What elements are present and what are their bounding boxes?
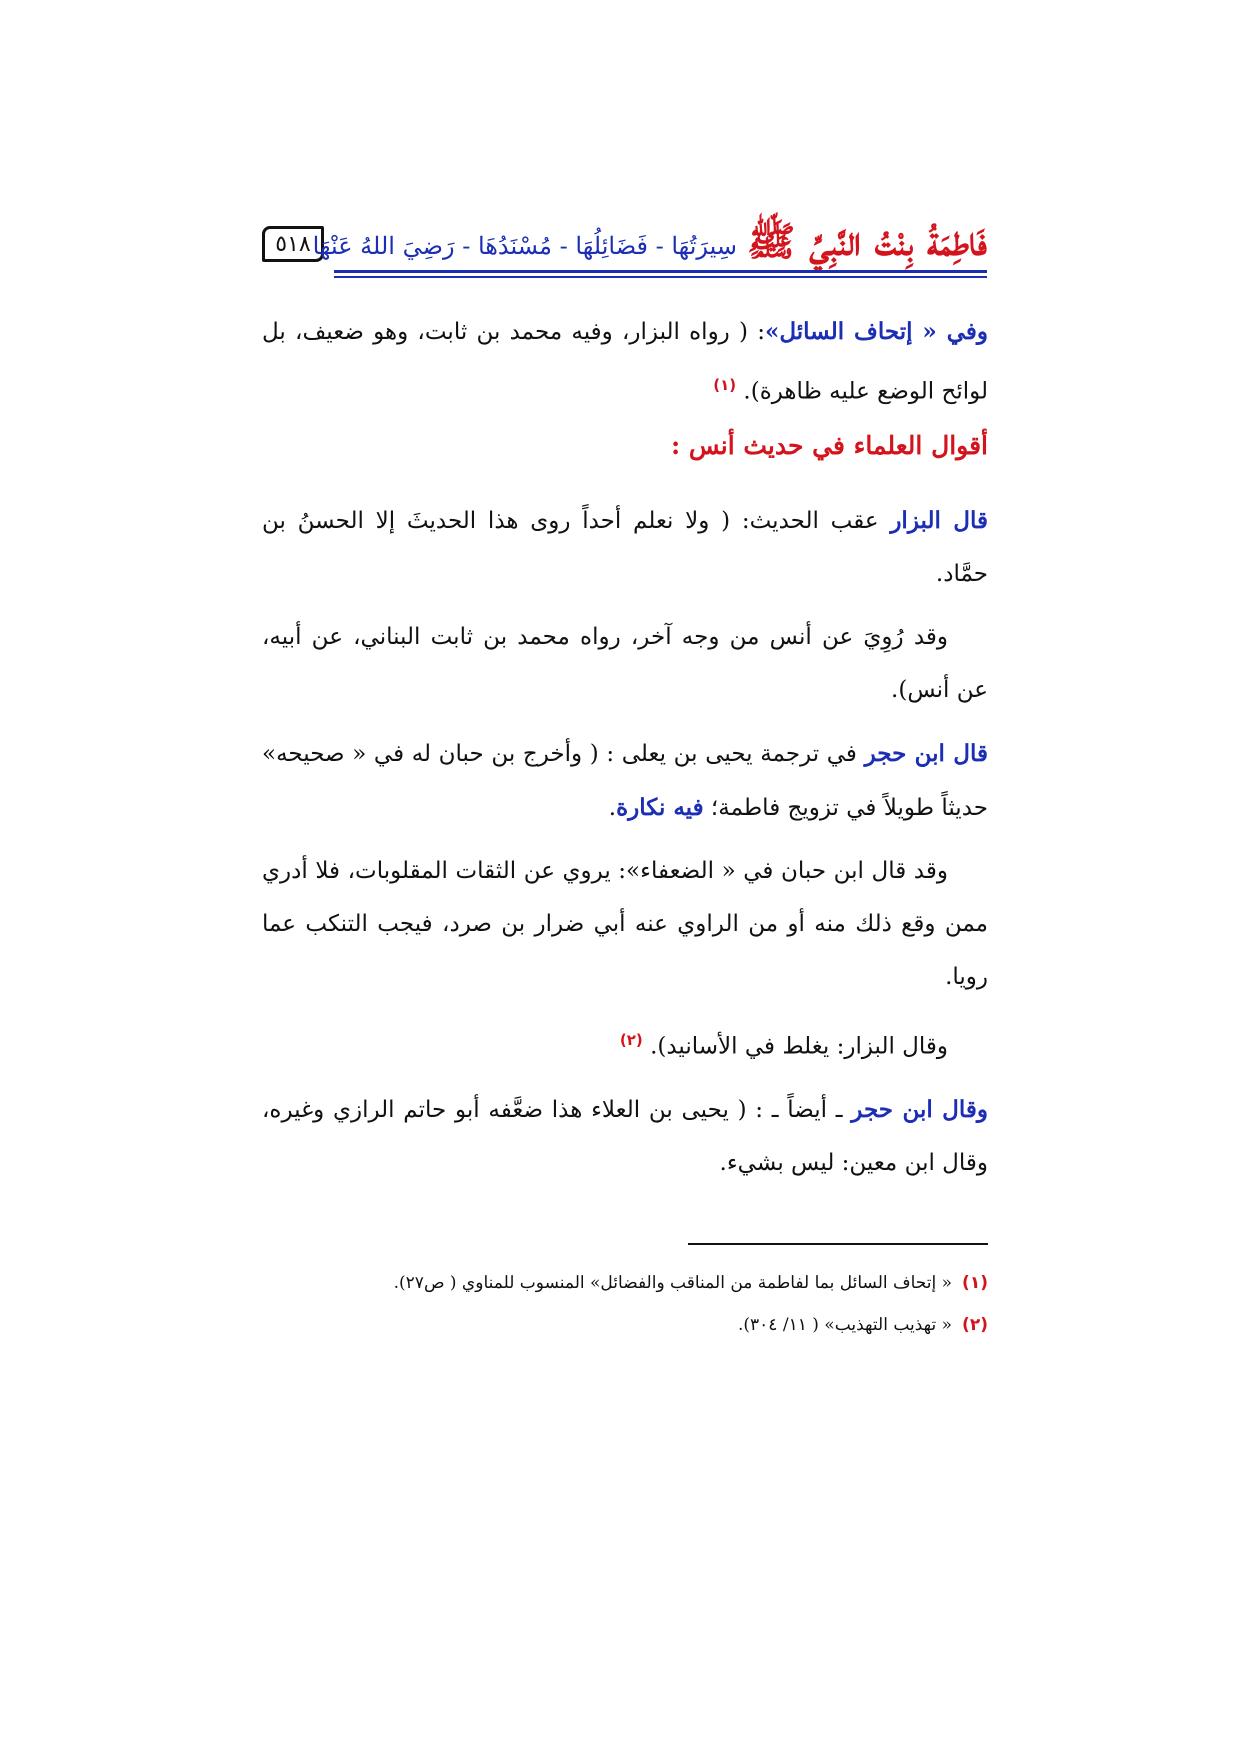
scholar-name: قال البزار (890, 506, 989, 534)
paragraph-ibn-hibban (262, 845, 988, 1004)
paragraph-text: عقب الحديث: ( ولا نعلم أحداً روى هذا الحديثَ إلا الحسنُ بن حمَّاد. (262, 507, 988, 587)
page-body (262, 305, 988, 1190)
footnote-ref-2[interactable]: (٢) (619, 1030, 643, 1049)
section-heading: أقوال العلماء في حديث أنس : (670, 430, 988, 460)
footnote-number: (٢) (962, 1315, 988, 1335)
paragraph-text: وقد قال ابن حبان في « الضعفاء»: يروي عن الثقات المقلوبات، فلا أدري ممن وقع ذلك منه أو من الراوي عنه أبي ضرار بن صرد، فيجب التنكب عما رويا. (262, 857, 988, 990)
running-title-subtitle: سِيرَتُهَا - فَضَائِلُهَا - مُسْنَدُهَا - رَضِيَ اللهُ عَنْهَا (312, 231, 737, 260)
running-title (312, 200, 987, 265)
paragraph-ibn-hajar (262, 727, 988, 835)
paragraph-tail: . (608, 794, 617, 821)
footnote-1 (262, 1262, 988, 1304)
header-rule-thin (334, 276, 987, 278)
page-header (262, 200, 987, 280)
emphasis-text: فيه نكارة (616, 793, 704, 821)
footnotes (262, 1262, 988, 1346)
source-name: وفي « إتحاف السائل» (764, 318, 988, 345)
footnote-separator (688, 1243, 988, 1245)
paragraph-text: في ترجمة يحيى بن يعلى : ( وأخرج بن حبان له في « صحيحه» حديثاً طويلاً في تزويج فاطمة؛ (262, 740, 988, 821)
running-title-main: فَاطِمَةُ بِنْتُ النَّبِيِّ ﷺ (747, 218, 987, 265)
footnote-ref-1[interactable]: (١) (713, 376, 737, 394)
footnote-text: « تهذيب التهذيب» ( ١١/ ٣٠٤). (738, 1315, 953, 1335)
footnote-text: « إتحاف السائل بما لفاطمة من المناقب والفضائل» المنسوب للمناوي ( ص٢٧). (393, 1273, 953, 1293)
paragraph-text: وقد رُوِيَ عن أنس من وجه آخر، رواه محمد بن ثابت البناني، عن أبيه، عن أنس). (262, 623, 988, 703)
paragraph-ibn-hajar-2 (262, 1083, 988, 1190)
paragraph-text: : ( رواه البزار، وفيه محمد بن ثابت، وهو ضعيف، بل لوائح الوضع عليه ظاهرة). (262, 319, 988, 405)
paragraph-text: ـ أيضاً ـ : ( يحيى بن العلاء هذا ضعَّفه أبو حاتم الرازي وغيره، وقال ابن معين: ليس بشيء. (262, 1097, 988, 1177)
paragraph-ithaf (262, 305, 988, 419)
header-rule-thick (334, 270, 987, 273)
footnote-number: (١) (962, 1273, 988, 1293)
scholar-name: قال ابن حجر (864, 739, 988, 767)
paragraph-bazzar (262, 494, 988, 601)
paragraph-ruwiya (262, 611, 988, 717)
scholar-name: وقال ابن حجر (851, 1096, 989, 1124)
paragraph-bazzar-asanid (262, 1014, 988, 1074)
footnote-2 (262, 1304, 988, 1346)
page-number: ٥١٨ (262, 226, 324, 262)
paragraph-text: وقال البزار: يغلط في الأسانيد). (650, 1033, 948, 1060)
